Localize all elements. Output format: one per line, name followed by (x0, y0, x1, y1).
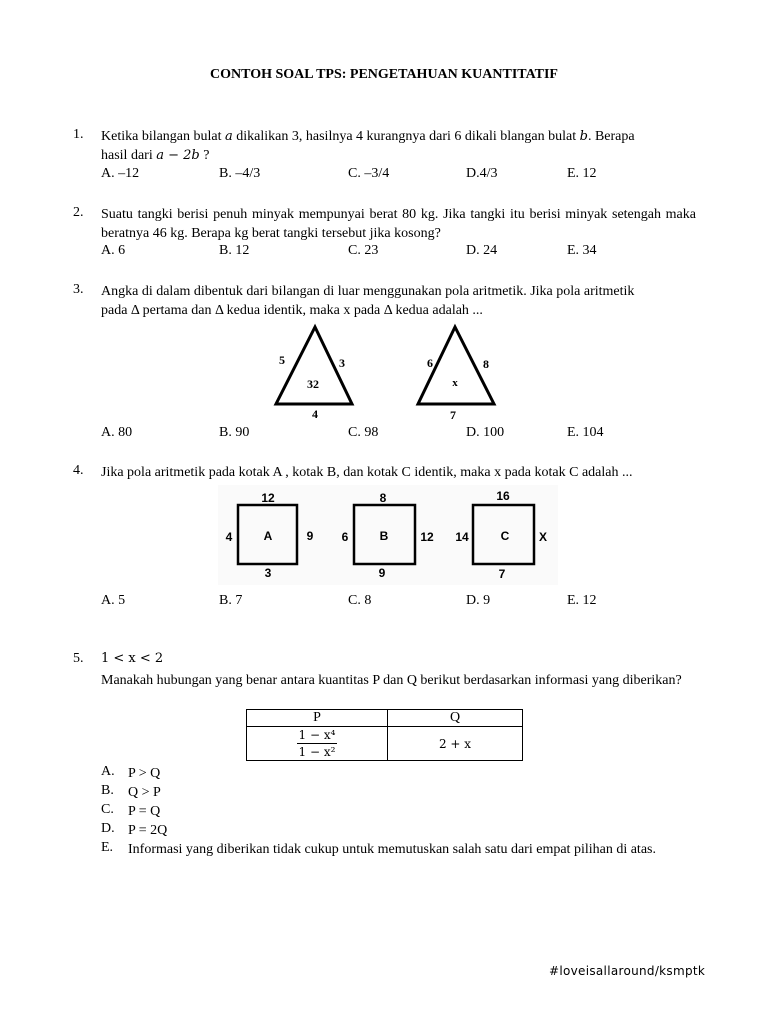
option-c: C. 8 (348, 593, 372, 608)
triangle-1-bottom: 4 (312, 407, 318, 421)
q1-text-part: . Berapa (587, 129, 635, 144)
option-a: A. –12 (101, 166, 140, 181)
option-e: E. 34 (567, 243, 597, 258)
p-numerator: 1 − x⁴ (298, 728, 336, 742)
choice-text: Informasi yang diberikan tidak cukup untuk memutuskan salah satu dari empat pilihan di atas. (128, 842, 656, 857)
q1-text-part: Ketika bilangan bulat (101, 129, 226, 144)
box-c-top: 16 (496, 489, 510, 503)
triangles-figure (260, 322, 510, 422)
question-5-condition: 1 < x < 2 (101, 651, 164, 666)
page-title: CONTOH SOAL TPS: PENGETAHUAN KUANTITATIF (210, 67, 558, 82)
option-b: B. 12 (219, 243, 250, 258)
option-c: C. –3/4 (348, 166, 390, 181)
option-d: D. 24 (466, 243, 498, 258)
question-3-options (101, 425, 701, 444)
triangle-1-left: 5 (279, 353, 285, 367)
cell-q: 2 + x (388, 727, 523, 761)
boxes-figure (218, 485, 558, 585)
box-a-top: 12 (261, 491, 275, 505)
option-d: D. 100 (466, 425, 505, 440)
question-2-options (101, 243, 701, 262)
question-3-text (101, 282, 696, 320)
triangle-2-left: 6 (427, 356, 433, 370)
option-e: E. 12 (567, 166, 597, 181)
question-3-line-2: pada Δ pertama dan Δ kedua identik, maka x pada Δ kedua adalah ... (101, 303, 483, 318)
option-a: A. 6 (101, 243, 126, 258)
option-a: A. 5 (101, 593, 126, 608)
triangle-2-bottom: 7 (450, 408, 456, 422)
box-a-bottom: 3 (264, 566, 272, 580)
question-3-number: 3. (73, 282, 84, 297)
pq-table (246, 709, 523, 761)
question-1-line-1 (101, 127, 696, 146)
q1-var-b: b (579, 129, 588, 144)
cell-p (247, 727, 388, 761)
q1-var-a: a (225, 129, 233, 144)
option-e: E. 104 (567, 425, 604, 440)
box-c-bottom: 7 (498, 567, 506, 581)
footer-hashtag: #loveisallaround/ksmptk (549, 964, 706, 978)
question-2-text: Suatu tangki berisi penuh minyak mempunyai berat 80 kg. Jika tangki itu berisi minyak setengah maka beratnya 46 kg. Berapa kg berat tangki tersebut jika kosong? (101, 207, 696, 241)
question-4-number: 4. (73, 463, 84, 478)
choice-text: Q > P (128, 785, 161, 800)
p-fraction (297, 728, 338, 759)
choice-letter: C. (101, 802, 114, 817)
box-b-left: 6 (341, 530, 349, 544)
option-c: C. 23 (348, 243, 379, 258)
q1-expression: a − 2b (156, 148, 200, 163)
choice-letter: B. (101, 783, 114, 798)
question-4-text: Jika pola aritmetik pada kotak A , kotak B, dan kotak C identik, maka x pada kotak C adalah ... (101, 465, 633, 480)
question-1-line-2 (101, 146, 696, 165)
box-c-left: 14 (455, 530, 469, 544)
choice-letter: D. (101, 821, 115, 836)
option-b: B. 90 (219, 425, 250, 440)
question-2-number: 2. (73, 205, 84, 220)
question-1-number: 1. (73, 127, 84, 142)
option-b: B. 7 (219, 593, 243, 608)
box-c-right: X (538, 530, 548, 544)
q1-text-part: hasil dari (101, 148, 157, 163)
box-a-left: 4 (225, 530, 233, 544)
option-d: D.4/3 (466, 166, 498, 181)
option-a: A. 80 (101, 425, 133, 440)
q1-text-part: ? (199, 148, 210, 163)
triangle-1-center: 32 (307, 377, 319, 391)
choice-text: P > Q (128, 766, 161, 781)
triangle-2-right: 8 (483, 357, 489, 371)
choice-text: P = 2Q (128, 823, 168, 838)
q1-text-part: dikalikan 3, hasilnya 4 kurangnya dari 6 dikali blangan bulat (232, 129, 580, 144)
header-q: Q (388, 710, 523, 727)
option-c: C. 98 (348, 425, 379, 440)
header-p: P (247, 710, 388, 727)
option-e: E. 12 (567, 593, 597, 608)
question-4-options (101, 593, 701, 612)
triangle-2-center: x (452, 377, 458, 389)
box-b-right: 12 (420, 530, 434, 544)
option-b: B. –4/3 (219, 166, 261, 181)
box-a-label: A (263, 529, 273, 543)
box-b-bottom: 9 (378, 566, 386, 580)
box-b-top: 8 (379, 491, 387, 505)
choice-letter: A. (101, 764, 115, 779)
question-3-line-1: Angka di dalam dibentuk dari bilangan di luar menggunakan pola aritmetik. Jika pola aritmetik (101, 284, 635, 299)
box-b-label: B (379, 529, 389, 543)
question-1-text (101, 127, 696, 165)
question-5-text: Manakah hubungan yang benar antara kuantitas P dan Q berikut berdasarkan informasi yang diberikan? (101, 673, 682, 688)
choice-letter: E. (101, 840, 114, 855)
box-a-right: 9 (306, 529, 314, 543)
box-c-label: C (500, 529, 510, 543)
option-d: D. 9 (466, 593, 491, 608)
question-5-number: 5. (73, 651, 84, 666)
p-denominator: 1 − x² (298, 745, 336, 759)
question-1-options (101, 166, 701, 185)
triangle-1-right: 3 (339, 356, 345, 370)
choice-text: P = Q (128, 804, 161, 819)
